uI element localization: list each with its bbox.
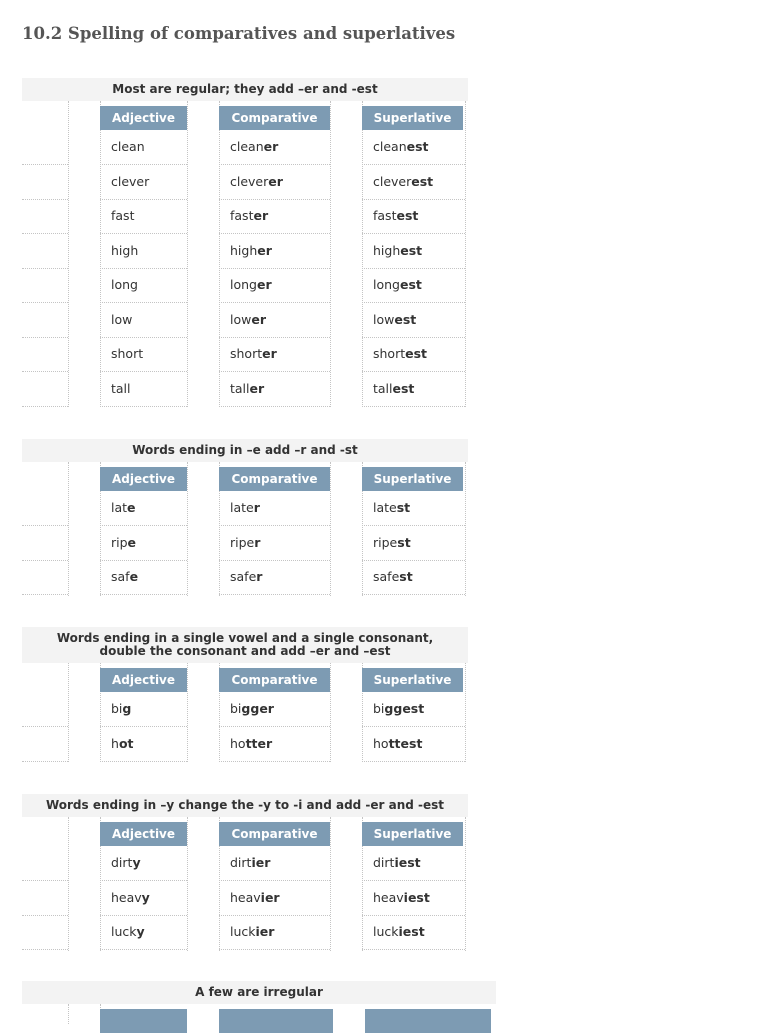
comparative-cell: faster — [219, 200, 330, 234]
adjective-header: Adjective — [100, 822, 187, 846]
word-table — [22, 462, 468, 596]
superlative-cell: heaviest — [362, 882, 465, 916]
row-spacer — [22, 166, 68, 200]
row-spacer — [22, 338, 68, 372]
table-row — [22, 561, 468, 596]
header-row — [22, 101, 468, 131]
comparative-cell: hotter — [219, 728, 330, 762]
row-spacer — [22, 916, 68, 950]
superlative-cell: longest — [362, 269, 465, 303]
row-spacer — [22, 200, 68, 234]
adjective-cell: lucky — [100, 916, 187, 950]
word-table — [22, 1004, 496, 1024]
header-row — [22, 462, 468, 492]
table-row — [22, 200, 468, 235]
superlative-cell: luckiest — [362, 916, 465, 950]
adjective-header — [100, 1009, 187, 1033]
section-title: Words ending in a single vowel and a single consonant, double the consonant and add –er and –est — [22, 627, 468, 663]
word-table — [22, 663, 468, 762]
section-title: Most are regular; they add –er and -est — [22, 78, 468, 101]
superlative-header: Superlative — [362, 106, 463, 130]
adjective-cell: long — [100, 269, 187, 303]
superlative-header: Superlative — [362, 668, 463, 692]
word-table — [22, 817, 468, 951]
table-row — [22, 693, 468, 728]
comparative-cell: cleaner — [219, 131, 330, 165]
table-row — [22, 492, 468, 527]
table-row — [22, 882, 468, 917]
adjective-cell: clean — [100, 131, 187, 165]
table-row — [22, 235, 468, 270]
header-row — [22, 817, 468, 847]
comparative-header — [219, 1009, 333, 1033]
comparative-cell: luckier — [219, 916, 330, 950]
adjective-header: Adjective — [100, 668, 187, 692]
superlative-header: Superlative — [362, 822, 463, 846]
adjective-cell: heavy — [100, 882, 187, 916]
superlative-header: Superlative — [362, 467, 463, 491]
row-spacer — [22, 882, 68, 916]
superlative-cell: tallest — [362, 373, 465, 407]
section-ending-y — [22, 794, 468, 951]
comparative-cell: cleverer — [219, 166, 330, 200]
comparative-cell: longer — [219, 269, 330, 303]
superlative-cell: latest — [362, 492, 465, 526]
adjective-cell: high — [100, 235, 187, 269]
section-ending-e — [22, 439, 468, 596]
section-title: Words ending in –y change the -y to -i and add -er and -est — [22, 794, 468, 817]
superlative-cell: biggest — [362, 693, 465, 727]
adjective-cell: tall — [100, 373, 187, 407]
superlative-cell: dirtiest — [362, 847, 465, 881]
table-row — [22, 304, 468, 339]
section-regular — [22, 78, 468, 407]
adjective-cell: safe — [100, 561, 187, 595]
section-irregular — [22, 981, 496, 1024]
header-row — [22, 1004, 496, 1034]
comparative-cell: riper — [219, 527, 330, 561]
row-spacer — [22, 492, 68, 526]
table-row — [22, 373, 468, 408]
adjective-cell: dirty — [100, 847, 187, 881]
table-row — [22, 847, 468, 882]
adjective-header: Adjective — [100, 467, 187, 491]
row-spacer — [22, 693, 68, 727]
superlative-cell: cleanest — [362, 131, 465, 165]
section-double-consonant — [22, 627, 468, 762]
comparative-cell: dirtier — [219, 847, 330, 881]
table-row — [22, 131, 468, 166]
comparative-cell: later — [219, 492, 330, 526]
comparative-cell: safer — [219, 561, 330, 595]
table-row — [22, 916, 468, 951]
comparative-header: Comparative — [219, 822, 330, 846]
section-title: A few are irregular — [22, 981, 496, 1004]
comparative-cell: shorter — [219, 338, 330, 372]
superlative-cell: shortest — [362, 338, 465, 372]
superlative-cell: fastest — [362, 200, 465, 234]
superlative-cell: ripest — [362, 527, 465, 561]
superlative-cell: cleverest — [362, 166, 465, 200]
table-row — [22, 166, 468, 201]
row-spacer — [22, 304, 68, 338]
comparative-header: Comparative — [219, 668, 330, 692]
superlative-header — [365, 1009, 491, 1033]
table-row — [22, 338, 468, 373]
adjective-cell: big — [100, 693, 187, 727]
row-spacer — [22, 269, 68, 303]
adjective-cell: hot — [100, 728, 187, 762]
page-title: 10.2 Spelling of comparatives and superlatives — [22, 24, 456, 43]
adjective-cell: low — [100, 304, 187, 338]
superlative-cell: hottest — [362, 728, 465, 762]
comparative-cell: higher — [219, 235, 330, 269]
comparative-header: Comparative — [219, 106, 330, 130]
header-row — [22, 663, 468, 693]
adjective-cell: ripe — [100, 527, 187, 561]
table-row — [22, 269, 468, 304]
adjective-header: Adjective — [100, 106, 187, 130]
adjective-cell: short — [100, 338, 187, 372]
row-spacer — [22, 373, 68, 407]
row-spacer — [22, 131, 68, 165]
row-spacer — [22, 728, 68, 762]
comparative-cell: taller — [219, 373, 330, 407]
table-row — [22, 728, 468, 763]
row-spacer — [22, 527, 68, 561]
row-spacer — [22, 561, 68, 595]
comparative-header: Comparative — [219, 467, 330, 491]
superlative-cell: safest — [362, 561, 465, 595]
adjective-cell: clever — [100, 166, 187, 200]
comparative-cell: bigger — [219, 693, 330, 727]
comparative-cell: heavier — [219, 882, 330, 916]
row-spacer — [22, 847, 68, 881]
row-spacer — [22, 235, 68, 269]
comparative-cell: lower — [219, 304, 330, 338]
superlative-cell: highest — [362, 235, 465, 269]
adjective-cell: late — [100, 492, 187, 526]
word-table — [22, 101, 468, 407]
adjective-cell: fast — [100, 200, 187, 234]
table-row — [22, 527, 468, 562]
superlative-cell: lowest — [362, 304, 465, 338]
section-title: Words ending in –e add –r and -st — [22, 439, 468, 462]
